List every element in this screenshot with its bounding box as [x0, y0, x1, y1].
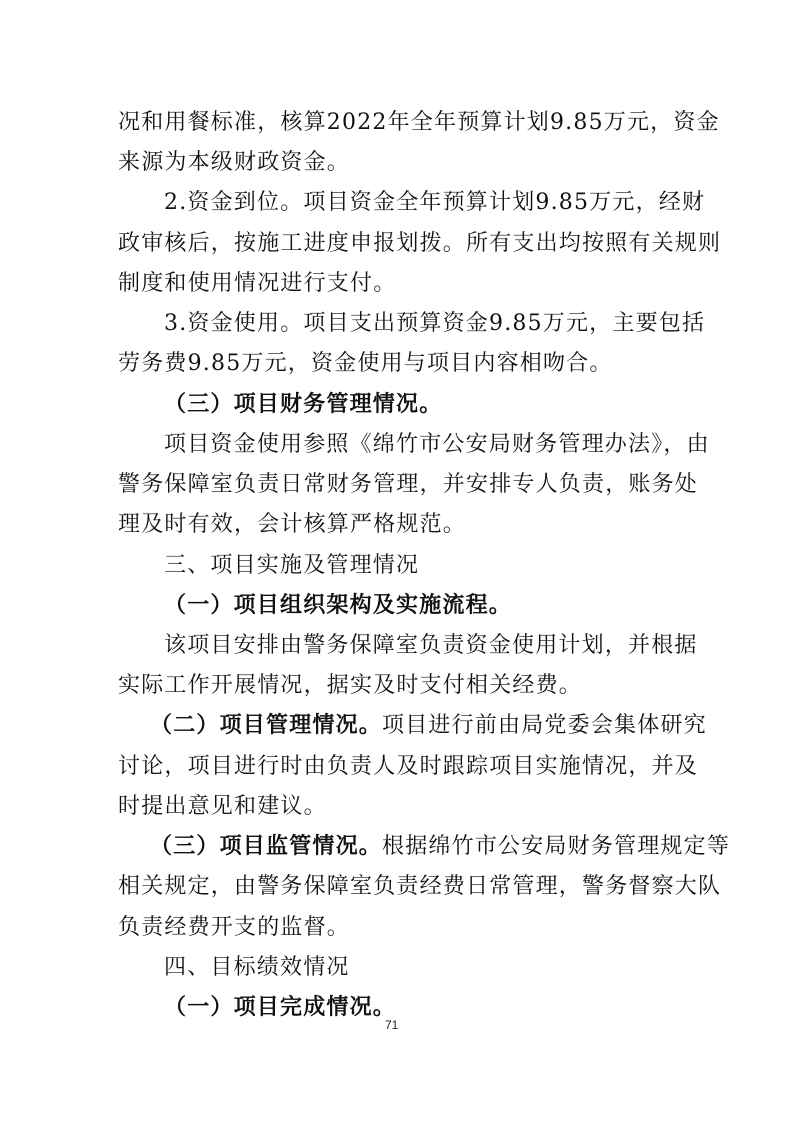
- paragraph-line: 2.资金到位。项目资金全年预算计划9.85万元，经财: [164, 190, 706, 215]
- section-heading: 三、项目实施及管理情况: [164, 553, 420, 578]
- paragraph-line: 警务保障室负责日常财务管理，并安排专人负责，账务处: [118, 472, 699, 497]
- paragraph-line: 劳务费9.85万元，资金使用与项目内容相吻合。: [118, 351, 613, 376]
- paragraph-line: 负责经费开支的监督。: [118, 915, 351, 940]
- paragraph-line: 项目资金使用参照《绵竹市公安局财务管理办法》，由: [164, 432, 710, 457]
- paragraph-line: 实际工作开展情况，据实及时支付相关经费。: [118, 673, 583, 698]
- paragraph-line-with-heading: [150, 711, 707, 741]
- paragraph-line: 时提出意见和建议。: [118, 794, 327, 819]
- paragraph-line: 来源为本级财政资金。: [118, 150, 351, 175]
- paragraph-line: 制度和使用情况进行支付。: [118, 271, 397, 296]
- section-heading: 四、目标绩效情况: [164, 955, 350, 980]
- subsection-heading: （一）项目完成情况。: [164, 995, 397, 1020]
- inline-text: 项目进行前由局党委会集体研究: [382, 713, 707, 738]
- subsection-heading: （三）项目财务管理情况。: [164, 392, 443, 417]
- paragraph-line: 况和用餐标准，核算2022年全年预算计划9.85万元，资金: [118, 110, 720, 135]
- page-number: 71: [385, 1018, 399, 1032]
- paragraph-line: 该项目安排由警务保障室负责资金使用计划，并根据: [164, 633, 698, 658]
- inline-heading: （三）项目监管情况。: [150, 834, 383, 859]
- inline-text: 根据绵竹市公安局财务管理规定等: [382, 834, 731, 859]
- paragraph-line: 3.资金使用。项目支出预算资金9.85万元，主要包括: [164, 311, 706, 336]
- paragraph-line: 相关规定，由警务保障室负责经费日常管理，警务督察大队: [118, 874, 722, 899]
- subsection-heading: （一）项目组织架构及实施流程。: [164, 593, 513, 618]
- paragraph-line: 讨论，项目进行时由负责人及时跟踪项目实施情况，并及: [118, 754, 699, 779]
- paragraph-line: 政审核后，按施工进度申报划拨。所有支出均按照有关规则: [118, 231, 722, 256]
- inline-heading: （二）项目管理情况。: [150, 713, 383, 738]
- paragraph-line: 理及时有效，会计核算严格规范。: [118, 512, 467, 537]
- paragraph-line-with-heading: [150, 832, 730, 862]
